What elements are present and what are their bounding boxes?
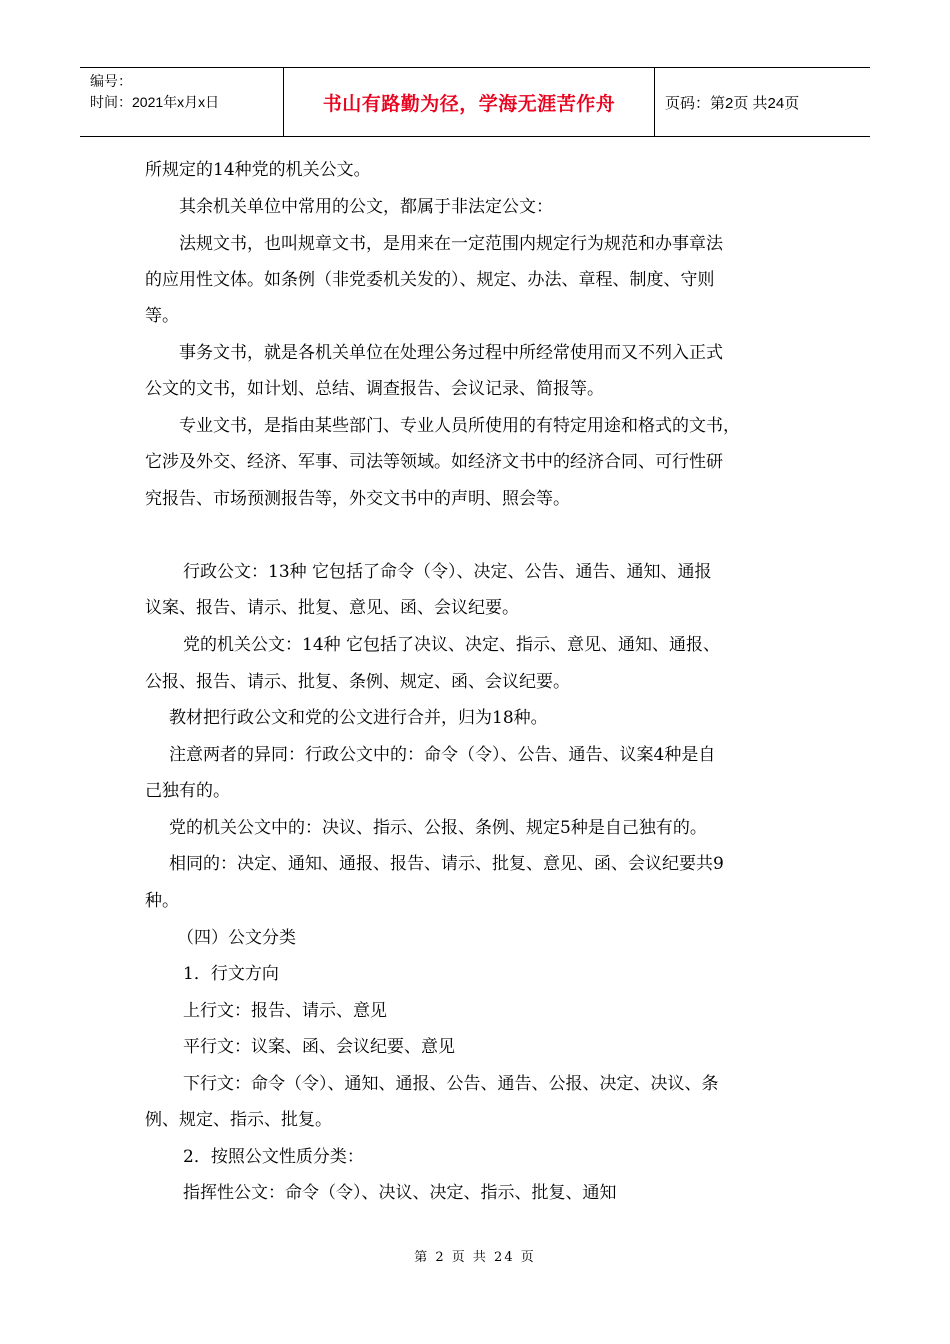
text-line: 种。: [145, 891, 179, 911]
text-line: 议案、报告、请示、批复、意见、函、会议纪要。: [145, 598, 519, 618]
motto-cell: [283, 68, 655, 136]
number-label: 编号：: [90, 73, 132, 89]
text-line: 党的机关公文中的：决议、指示、公报、条例、规定5种是自己独有的。: [169, 818, 707, 838]
text-line: 公报、报告、请示、批复、条例、规定、函、会议纪要。: [145, 672, 570, 692]
text-line: 所规定的14种党的机关公文。: [145, 160, 371, 180]
text-line: 等。: [145, 306, 179, 326]
footer-page-number: 第 2 页 共 24 页: [414, 1250, 536, 1265]
text-line: 例、规定、指示、批复。: [145, 1110, 332, 1130]
text-line: 法规文书，也叫规章文书，是用来在一定范围内规定行为规范和办事章法: [179, 234, 723, 254]
text-line: 专业文书，是指由某些部门、专业人员所使用的有特定用途和格式的文书，: [179, 416, 740, 436]
header-meta-cell: [80, 68, 283, 136]
page-header: [80, 67, 870, 137]
text-line: 党的机关公文：14种 它包括了决议、决定、指示、意见、通知、通报、: [183, 635, 721, 655]
text-line: 公文的文书，如计划、总结、调查报告、会议记录、简报等。: [145, 379, 604, 399]
page-info-text: 页码：第2页 共24页: [665, 94, 800, 112]
text-line: 其余机关单位中常用的公文，都属于非法定公文：: [179, 197, 553, 217]
text-line: 相同的：决定、通知、通报、报告、请示、批复、意见、函、会议纪要共9: [169, 854, 724, 874]
text-line: 2．按照公文性质分类：: [183, 1147, 364, 1167]
text-line: 己独有的。: [145, 781, 230, 801]
text-line: 究报告、市场预测报告等，外交文书中的声明、照会等。: [145, 489, 570, 509]
text-line: 下行文：命令（令）、通知、通报、公告、通告、公报、决定、决议、条: [183, 1074, 719, 1094]
text-line: 1．行文方向: [183, 964, 279, 984]
page-info-cell: [655, 68, 870, 136]
time-label: 时间：2021年x月x日: [90, 94, 220, 110]
text-line: 它涉及外交、经济、军事、司法等领域。如经济文书中的经济合同、可行性研: [145, 452, 723, 472]
text-line: 平行文：议案、函、会议纪要、意见: [183, 1037, 455, 1057]
text-line: 行政公文：13种 它包括了命令（令）、决定、公告、通告、通知、通报: [183, 562, 712, 582]
text-line: 注意两者的异同：行政公文中的：命令（令）、公告、通告、议案4种是自: [169, 745, 716, 765]
page-footer: [0, 1246, 950, 1265]
text-line: 指挥性公文：命令（令）、决议、决定、指示、批复、通知: [183, 1183, 617, 1203]
motto-text: 书山有路勤为径，学海无涯苦作舟: [322, 93, 616, 115]
text-line: 事务文书，就是各机关单位在处理公务过程中所经常使用而又不列入正式: [179, 343, 723, 363]
text-line: 的应用性文体。如条例（非党委机关发的）、规定、办法、章程、制度、守则: [145, 270, 715, 290]
text-line: （四）公文分类: [177, 928, 296, 948]
text-line: 教材把行政公文和党的公文进行合并，归为18种。: [169, 708, 548, 728]
text-line: 上行文：报告、请示、意见: [183, 1001, 387, 1021]
